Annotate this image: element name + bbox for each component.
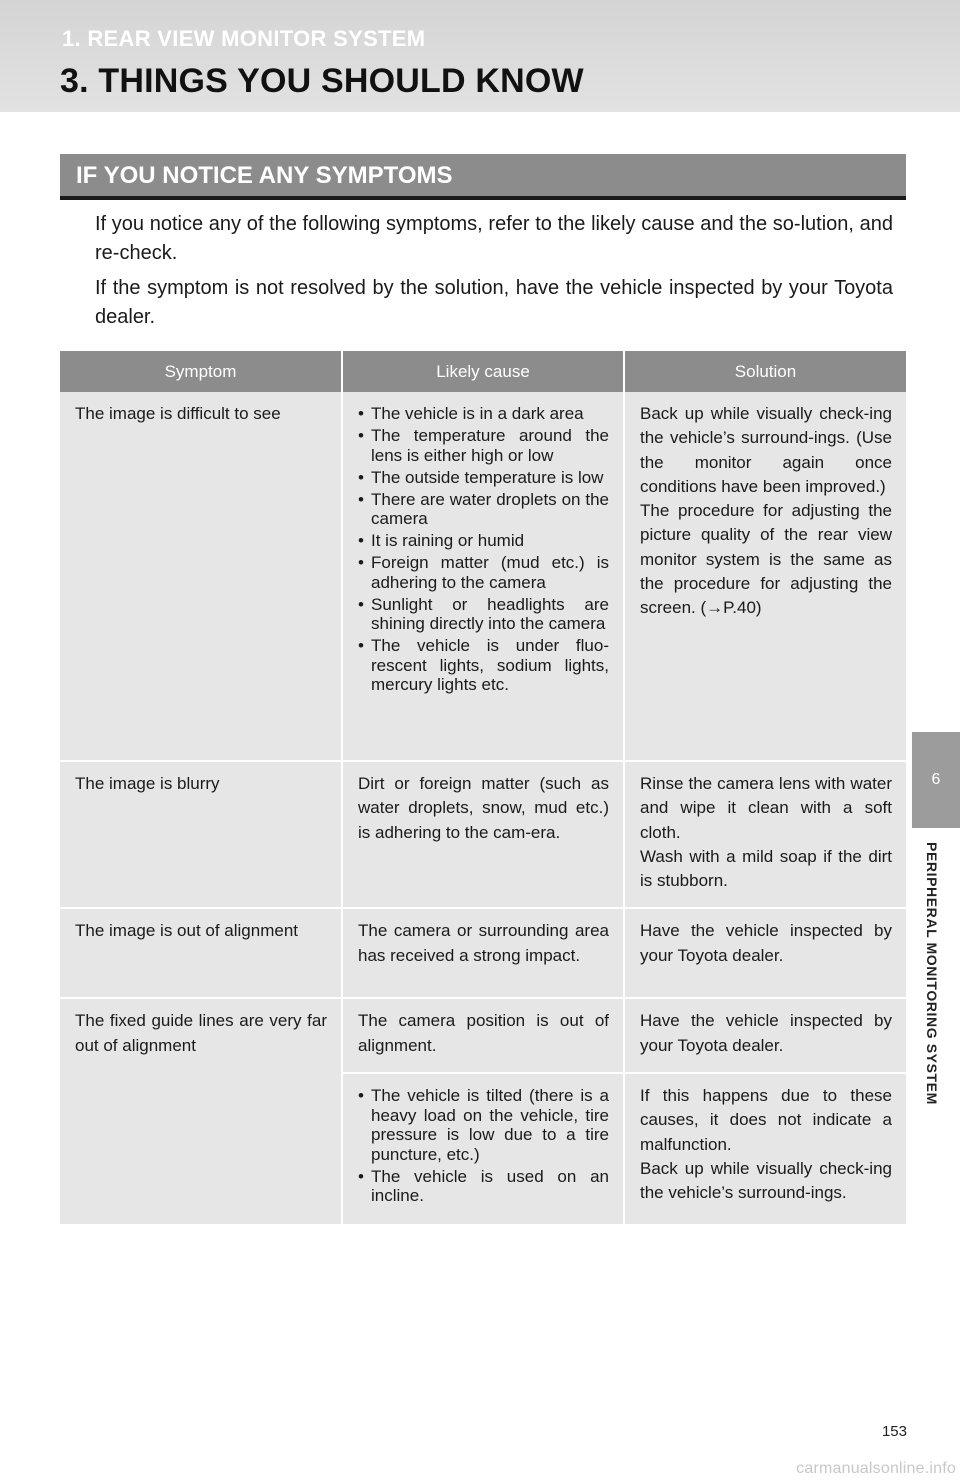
solution-line: Back up while visually check-ing the vehicle’s surround-ings. (Use the monitor again once conditions have been improved.) [640,404,892,496]
column-header-cause: Likely cause [342,351,624,392]
solution-cell [624,908,906,998]
table-row [60,998,906,1073]
cause-list [358,1086,609,1206]
bullet-icon: • [358,426,364,445]
symptom-cell: The image is out of alignment [60,908,342,998]
symptom-cell: The image is difficult to see [60,392,342,761]
intro-paragraph: If you notice any of the following symptoms, refer to the likely cause and the so-lution, and re-check. [95,213,893,264]
solution-line: Back up while visually check-ing the vehicle’s surround-ings. [640,1158,892,1203]
cause-cell: The camera or surrounding area has received a strong impact. [342,908,624,998]
solution-cell [624,392,906,761]
symptom-cell: The fixed guide lines are very far out of alignment [60,998,342,1225]
cause-item: • The outside temperature is low [358,467,604,487]
table-row [60,761,906,908]
cause-item: • The vehicle is used on an incline. [358,1166,609,1206]
cause-item: • The vehicle is in a dark area [358,404,584,423]
bullet-icon: • [358,467,364,487]
cause-list [358,404,609,695]
solution-line: If this happens due to these causes, it does not indicate a malfunction. [640,1086,892,1154]
symptom-cell: The image is blurry [60,761,342,908]
intro-paragraph: If the symptom is not resolved by the solution, have the vehicle inspected by your Toyota dealer. [95,277,893,328]
bullet-icon: • [358,1086,364,1106]
solution-line: The procedure for adjusting the picture quality of the rear view monitor system is the same as the procedure for adjusting the screen. (→P.40) [640,501,892,618]
solution-line: Rinse the camera lens with water and wipe it clean with a soft cloth. [640,774,892,842]
cause-item: • Foreign matter (mud etc.) is adhering to the camera [358,553,609,592]
bullet-icon: • [358,553,364,572]
bullet-icon: • [358,636,364,655]
cause-cell: The camera position is out of alignment. [342,998,624,1073]
solution-cell [624,1073,906,1225]
cause-cell: Dirt or foreign matter (such as water droplets, snow, mud etc.) is adhering to the cam-era. [342,761,624,908]
cause-item: • It is raining or humid [358,531,525,550]
bullet-icon: • [358,594,364,614]
chapter-tab-number: 6 [912,732,960,828]
page-number: 153 [881,1423,907,1440]
cause-item: • The temperature around the lens is either high or low [358,426,609,465]
solution-cell [624,998,906,1073]
table-row [60,908,906,998]
column-header-symptom: Symptom [60,351,342,392]
solution-cell [624,761,906,908]
chapter-tab-label: PERIPHERAL MONITORING SYSTEM [924,842,940,1105]
table-header-row [60,351,906,392]
cause-item: • The vehicle is tilted (there is a heavy load on the vehicle, tire pressure is low due to a tire puncture, etc.) [358,1086,609,1164]
bullet-icon: • [358,531,364,550]
symptom-table [60,351,906,1226]
solution-line: Wash with a mild soap if the dirt is stubborn. [640,846,892,891]
section-heading: IF YOU NOTICE ANY SYMPTOMS [60,154,906,200]
bullet-icon: • [358,1166,364,1186]
watermark: carmanualsonline.info [796,1460,956,1477]
bullet-icon: • [358,404,364,423]
column-header-solution: Solution [624,351,906,392]
table-row [60,392,906,761]
cause-cell [342,392,624,761]
solution-line: Have the vehicle inspected by your Toyota dealer. [640,1011,892,1055]
page-title: 3. THINGS YOU SHOULD KNOW [60,62,584,100]
cause-item: • The vehicle is under fluo-rescent lights, sodium lights, mercury lights etc. [358,636,609,694]
cause-cell [342,1073,624,1225]
section-label: 1. REAR VIEW MONITOR SYSTEM [62,26,426,51]
cause-item: • Sunlight or headlights are shining directly into the camera [358,594,609,633]
chapter-tab [912,828,960,1208]
bullet-icon: • [358,489,364,509]
cause-item: • There are water droplets on the camera [358,489,609,528]
solution-line: Have the vehicle inspected by your Toyota dealer. [640,921,892,965]
